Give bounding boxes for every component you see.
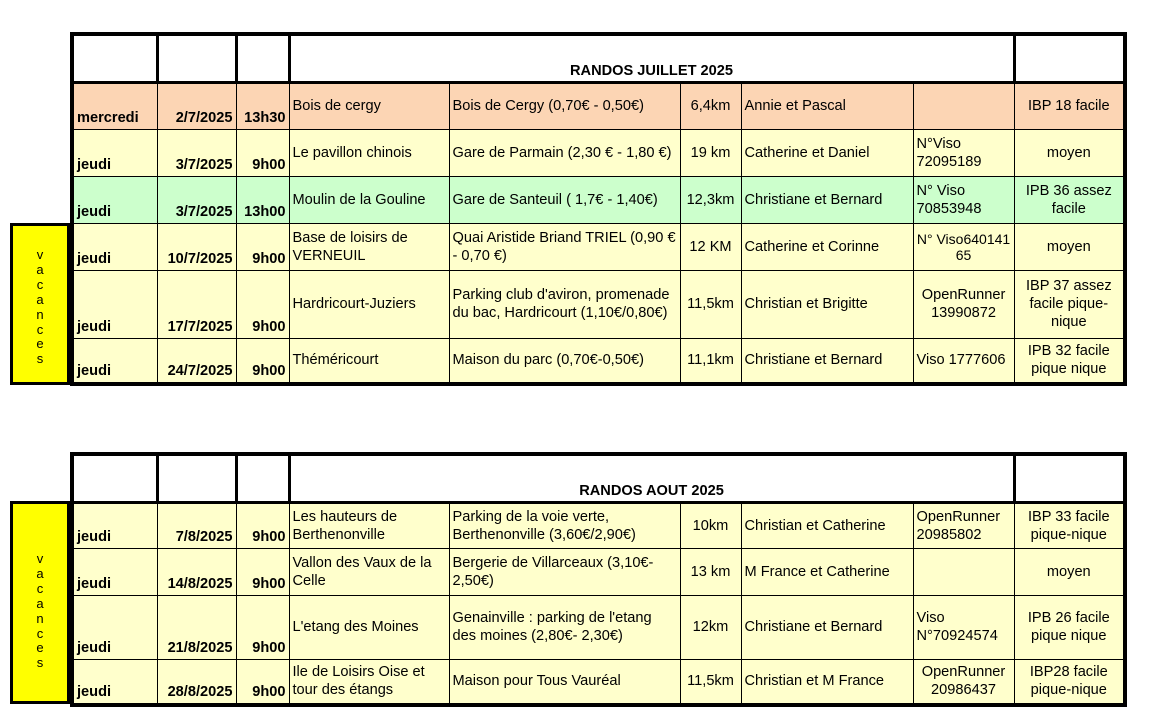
table-row: jeudi 28/8/2025 9h00 Ile de Loisirs Oise et tour des étangs Maison pour Tous Vauréal 11,5km Christian et M France OpenRunner 20986437 IBP28 facile pique-nique: [72, 659, 1125, 705]
table-row: jeudi 17/7/2025 9h00 Hardricourt-Juziers Parking club d'aviron, promenade du bac, Hardricourt (1,10€/0,80€) 11,5km Christian et Brigitte OpenRunner 13990872 IBP 37 assez facile pique-nique: [72, 270, 1125, 338]
vacances-label-august: v a c a n c e s: [10, 501, 70, 704]
table-row: jeudi 7/8/2025 9h00 Les hauteurs de Berthenonville Parking de la voie verte, Berthenonville (3,60€/2,90€) 10km Christian et Catherine OpenRunner 20985802 IBP 33 facile pique-nique: [72, 502, 1125, 548]
header-row: [72, 454, 1125, 502]
header-row: [72, 34, 1125, 82]
table-row: jeudi 14/8/2025 9h00 Vallon des Vaux de la Celle Bergerie de Villarceaux (3,10€- 2,50€) 13 km M France et Catherine moyen: [72, 548, 1125, 595]
page-title: RANDOS JUILLET 2025: [289, 34, 1014, 82]
vacances-label-july: v a c a n c e s: [10, 223, 70, 385]
table-row: mercredi 2/7/2025 13h30 Bois de cergy Bois de Cergy (0,70€ - 0,50€) 6,4km Annie et Pascal IBP 18 facile: [72, 82, 1125, 129]
table-row: jeudi 21/8/2025 9h00 L'etang des Moines Genainville : parking de l'etang des moines (2,80€- 2,30€) 12km Christiane et Bernard Viso N°70924574 IPB 26 facile pique nique: [72, 595, 1125, 659]
table-row: jeudi 3/7/2025 13h00 Moulin de la Gouline Gare de Santeuil ( 1,7€ - 1,40€) 12,3km Christiane et Bernard N° Viso 70853948 IPB 36 assez facile: [72, 176, 1125, 223]
table-row: jeudi 3/7/2025 9h00 Le pavillon chinois Gare de Parmain (2,30 € - 1,80 €) 19 km Catherine et Daniel N°Viso 72095189 moyen: [72, 129, 1125, 176]
august-schedule-table: [70, 452, 1127, 707]
july-schedule-table: [70, 32, 1127, 386]
table-row: jeudi 24/7/2025 9h00 Théméricourt Maison du parc (0,70€-0,50€) 11,1km Christiane et Bernard Viso 1777606 IPB 32 facile pique nique: [72, 338, 1125, 384]
page-title: RANDOS AOUT 2025: [289, 454, 1014, 502]
table-row: jeudi 10/7/2025 9h00 Base de loisirs de VERNEUIL Quai Aristide Briand TRIEL (0,90 € - 0,70 €) 12 KM Catherine et Corinne N° Viso64014165 moyen: [72, 223, 1125, 270]
